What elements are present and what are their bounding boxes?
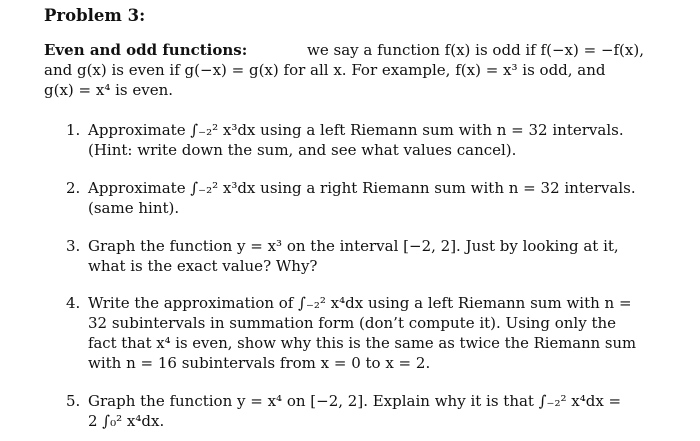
- item-line: (Hint: write down the sum, and see what values cancel).: [88, 141, 517, 159]
- intro-line-1-text: we say a function f(x) is odd if f(−x) = −f(x),: [307, 41, 644, 59]
- item-line: Approximate ∫₋₂² x³dx using a right Riemann sum with n = 32 intervals.: [88, 179, 636, 197]
- item-line: fact that x⁴ is even, show why this is the same as twice the Riemann sum: [88, 334, 637, 352]
- item-number: 4.: [66, 294, 81, 312]
- item-line: what is the exact value? Why?: [88, 257, 318, 275]
- item-line: 2 ∫₀² x⁴dx.: [88, 412, 165, 430]
- item-line: with n = 16 subintervals from x = 0 to x = 2.: [88, 354, 431, 372]
- intro-line-3: g(x) = x⁴ is even.: [44, 81, 174, 99]
- problem-title: Problem 3:: [44, 6, 146, 25]
- item-line: Approximate ∫₋₂² x³dx using a left Riemann sum with n = 32 intervals.: [88, 121, 624, 139]
- item-line: (same hint).: [88, 199, 180, 217]
- intro-line-1: [44, 40, 644, 60]
- item-line: Graph the function y = x⁴ on [−2, 2]. Explain why it is that ∫₋₂² x⁴dx =: [88, 392, 622, 410]
- intro-term: Even and odd functions:: [44, 41, 248, 59]
- item-number: 1.: [66, 121, 81, 139]
- item-line: Graph the function y = x³ on the interval [−2, 2]. Just by looking at it,: [88, 237, 619, 255]
- item-number: 3.: [66, 237, 81, 255]
- intro-line-2: and g(x) is even if g(−x) = g(x) for all x. For example, f(x) = x³ is odd, and: [44, 61, 606, 79]
- item-line: 32 subintervals in summation form (don’t compute it). Using only the: [88, 314, 617, 332]
- item-number: 5.: [66, 392, 81, 410]
- item-number: 2.: [66, 179, 81, 197]
- intro-paragraph: [44, 40, 644, 100]
- item-line: Write the approximation of ∫₋₂² x⁴dx using a left Riemann sum with n =: [88, 294, 632, 312]
